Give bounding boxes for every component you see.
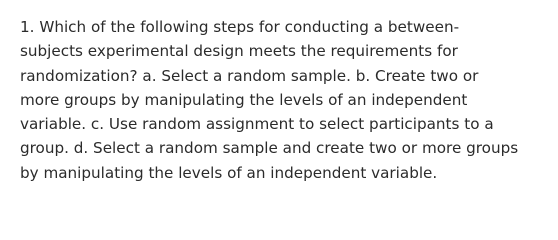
question-line: group. d. Select a random sample and create two or more groups bbox=[20, 139, 519, 158]
question-line: 1. Which of the following steps for conducting a between- bbox=[20, 18, 460, 36]
question-line: variable. c. Use random assignment to select participants to a bbox=[20, 115, 494, 134]
question-line: more groups by manipulating the levels of an independent bbox=[20, 90, 468, 109]
question-text bbox=[20, 15, 555, 185]
question-line: by manipulating the levels of an independent variable. bbox=[20, 163, 438, 182]
question-line: subjects experimental design meets the requirements for bbox=[20, 42, 458, 61]
question-line: randomization? a. Select a random sample. b. Create two or bbox=[20, 66, 479, 85]
